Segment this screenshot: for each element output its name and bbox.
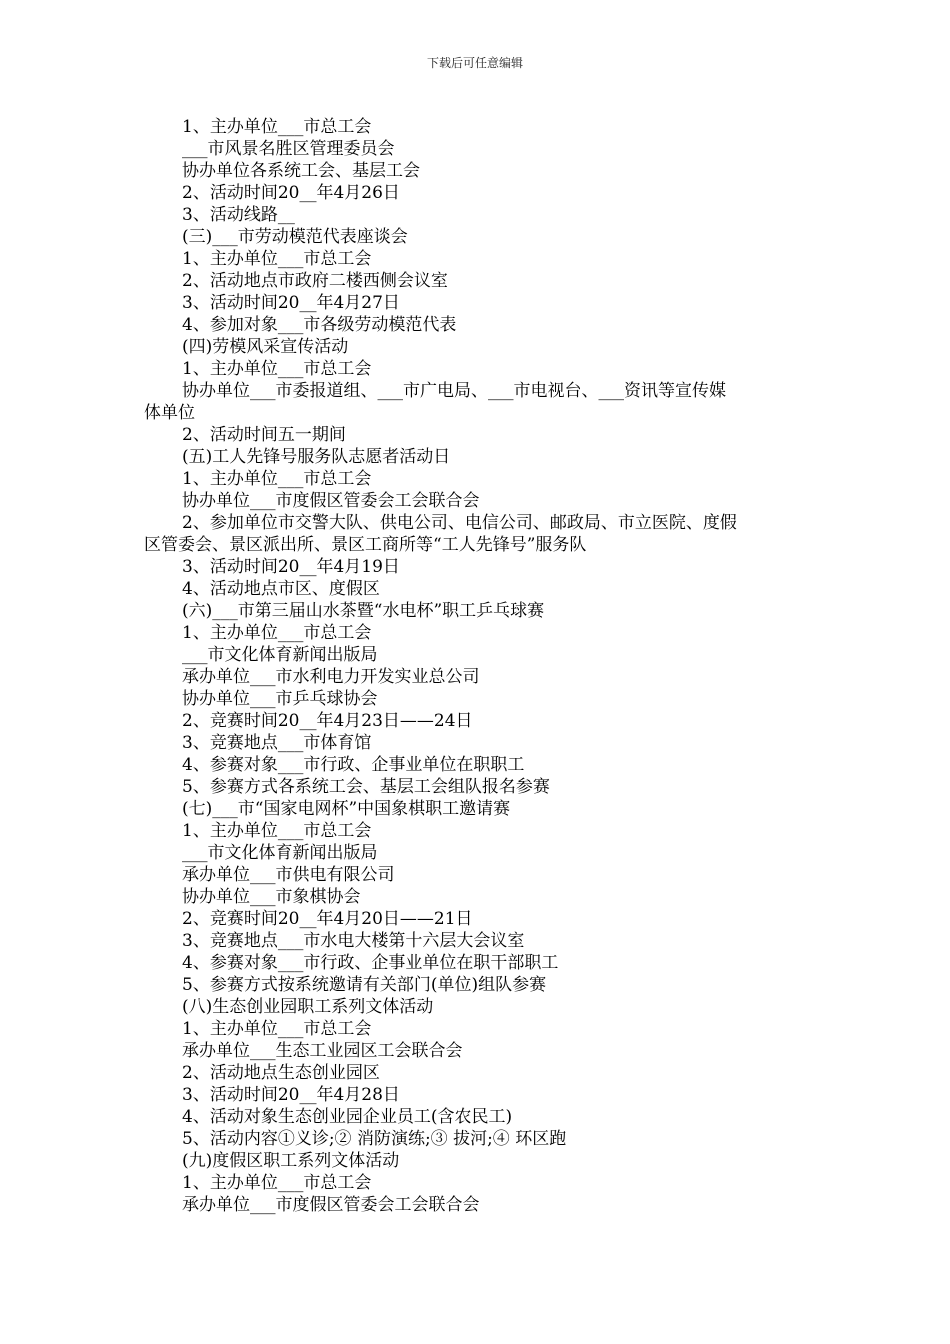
text-line: 承办单位___市供电有限公司 bbox=[182, 865, 395, 885]
text-line: 协办单位各系统工会、基层工会 bbox=[182, 161, 420, 181]
section-heading: (八)生态创业园职工系列文体活动 bbox=[182, 997, 434, 1017]
text-line: 1、主办单位___市总工会 bbox=[182, 359, 372, 379]
text-line: 1、主办单位___市总工会 bbox=[182, 821, 372, 841]
text-line: 协办单位___市度假区管委会工会联合会 bbox=[182, 491, 480, 511]
section-heading: (五)工人先锋号服务队志愿者活动日 bbox=[182, 447, 451, 467]
text-line: 1、主办单位___市总工会 bbox=[182, 249, 372, 269]
text-line: 协办单位___市乒乓球协会 bbox=[182, 689, 378, 709]
text-line: 3、活动时间20__年4月19日 bbox=[182, 557, 400, 577]
text-line: 2、参加单位市交警大队、供电公司、电信公司、邮政局、市立医院、度假 bbox=[182, 513, 737, 533]
text-line: 5、参赛方式按系统邀请有关部门(单位)组队参赛 bbox=[182, 975, 547, 995]
text-line: 4、参加对象___市各级劳动模范代表 bbox=[182, 315, 457, 335]
section-heading: (九)度假区职工系列文体活动 bbox=[182, 1151, 400, 1171]
text-line: 1、主办单位___市总工会 bbox=[182, 623, 372, 643]
text-line-continuation: 体单位 bbox=[144, 403, 195, 423]
text-line: 3、活动线路__ bbox=[182, 205, 295, 225]
text-line: 4、活动地点市区、度假区 bbox=[182, 579, 380, 599]
text-line: 1、主办单位___市总工会 bbox=[182, 1019, 372, 1039]
text-line: 4、参赛对象___市行政、企事业单位在职干部职工 bbox=[182, 953, 559, 973]
text-line: 2、竞赛时间20__年4月20日——21日 bbox=[182, 909, 473, 929]
text-line: 2、活动地点生态创业园区 bbox=[182, 1063, 380, 1083]
text-line: 1、主办单位___市总工会 bbox=[182, 117, 372, 137]
text-line: 2、活动地点市政府二楼西侧会议室 bbox=[182, 271, 448, 291]
text-line: 2、活动时间五一期间 bbox=[182, 425, 346, 445]
text-line: 协办单位___市象棋协会 bbox=[182, 887, 361, 907]
section-heading: (四)劳模风采宣传活动 bbox=[182, 337, 349, 357]
text-line: 5、活动内容①义诊;② 消防演练;③ 拔河;④ 环区跑 bbox=[182, 1129, 567, 1149]
document-body bbox=[144, 116, 808, 1216]
text-line: 承办单位___市度假区管委会工会联合会 bbox=[182, 1195, 480, 1215]
text-line: ___市风景名胜区管理委员会 bbox=[182, 139, 395, 159]
text-line: 2、活动时间20__年4月26日 bbox=[182, 183, 400, 203]
section-heading: (三)___市劳动模范代表座谈会 bbox=[182, 227, 408, 247]
text-line: 协办单位___市委报道组、___市广电局、___市电视台、___资讯等宣传媒 bbox=[182, 381, 726, 401]
text-line: 2、竞赛时间20__年4月23日——24日 bbox=[182, 711, 473, 731]
text-line: ___市文化体育新闻出版局 bbox=[182, 645, 378, 665]
text-line: ___市文化体育新闻出版局 bbox=[182, 843, 378, 863]
text-line: 4、活动对象生态创业园企业员工(含农民工) bbox=[182, 1107, 513, 1127]
text-line: 3、竞赛地点___市水电大楼第十六层大会议室 bbox=[182, 931, 525, 951]
text-line: 1、主办单位___市总工会 bbox=[182, 1173, 372, 1193]
text-line: 3、活动时间20__年4月27日 bbox=[182, 293, 400, 313]
text-line: 1、主办单位___市总工会 bbox=[182, 469, 372, 489]
text-line: 承办单位___生态工业园区工会联合会 bbox=[182, 1041, 463, 1061]
text-line: 4、参赛对象___市行政、企事业单位在职职工 bbox=[182, 755, 525, 775]
section-heading: (六)___市第三届山水茶暨“水电杯”职工乒乓球赛 bbox=[182, 601, 545, 621]
text-line: 承办单位___市水利电力开发实业总公司 bbox=[182, 667, 480, 687]
text-line: 5、参赛方式各系统工会、基层工会组队报名参赛 bbox=[182, 777, 550, 797]
page-header-note: 下载后可任意编辑 bbox=[426, 56, 523, 70]
text-line-continuation: 区管委会、景区派出所、景区工商所等“工人先锋号”服务队 bbox=[144, 535, 587, 555]
text-line: 3、活动时间20__年4月28日 bbox=[182, 1085, 400, 1105]
text-line: 3、竞赛地点___市体育馆 bbox=[182, 733, 372, 753]
section-heading: (七)___市“国家电网杯”中国象棋职工邀请赛 bbox=[182, 799, 511, 819]
